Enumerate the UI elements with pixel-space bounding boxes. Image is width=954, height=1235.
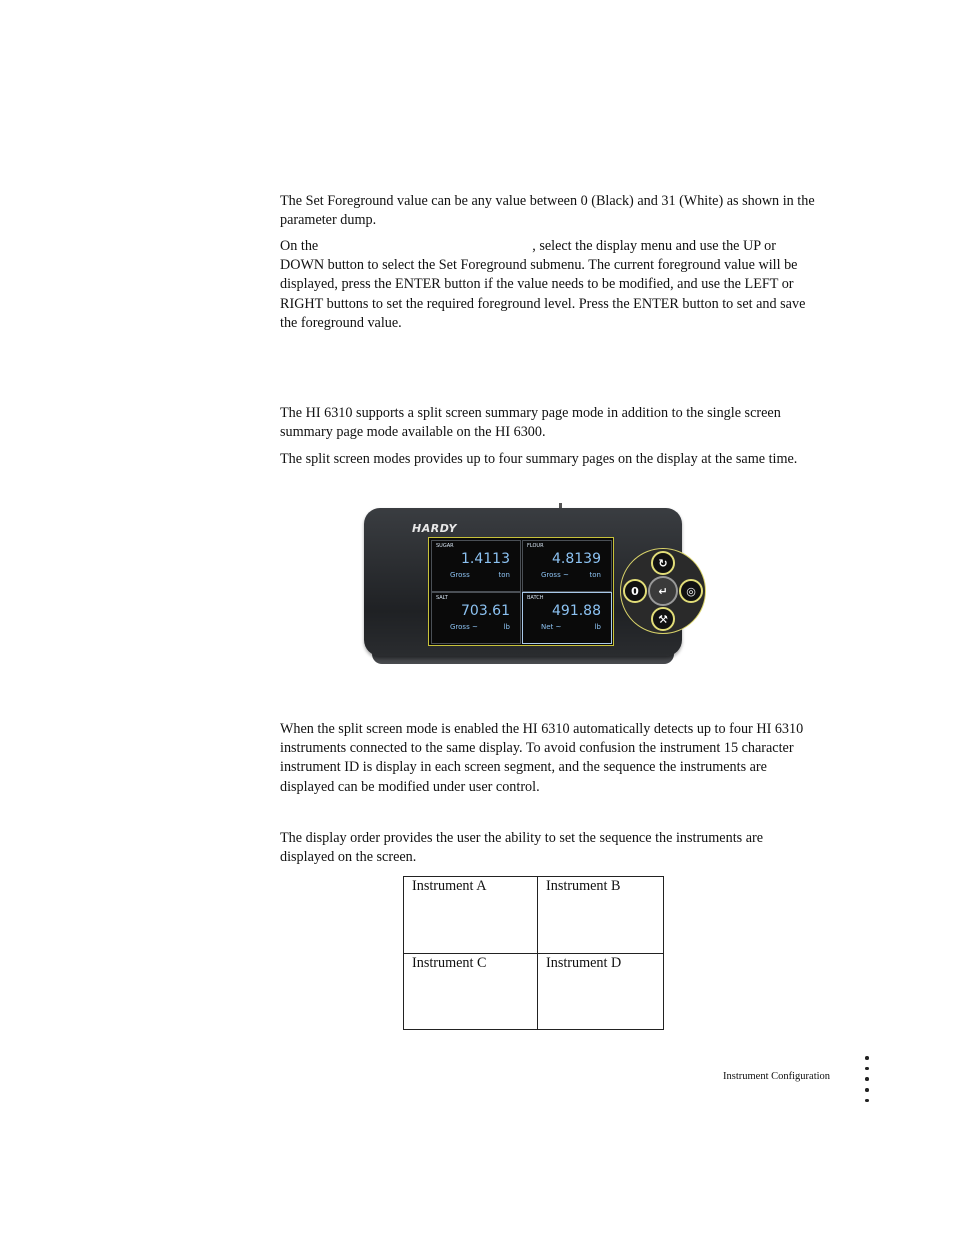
table-cell: Instrument D	[538, 953, 664, 1030]
paragraph-foreground-procedure	[280, 237, 816, 333]
enter-icon: ↵	[648, 576, 678, 606]
display-order-table	[403, 876, 664, 1030]
footer-section-title: Instrument Configuration	[723, 1071, 831, 1082]
table-cell: Instrument C	[404, 953, 538, 1030]
paragraph-foreground-procedure-start: On the	[280, 238, 319, 254]
device-photo	[342, 500, 700, 676]
split-screen-display	[428, 537, 614, 646]
footer-dots	[865, 1056, 871, 1109]
paragraph-foreground-procedure-rest: , select the display menu and use the UP or DOWN button to select the Set Foreground submenu. The current foreground value will be displayed, press the ENTER button if the value needs to be modified, and use the LEFT or RIGHT buttons to set the required foreground level. Press the ENTER button to set and save the foreground value.	[280, 238, 806, 331]
screen-segment-3: SALT 703.61 Gross ~ lb	[431, 592, 521, 644]
table-cell: Instrument B	[538, 877, 664, 954]
paragraph-split-screen-pages: The split screen modes provides up to four summary pages on the display at the same time.	[280, 451, 798, 467]
paragraph-foreground-range: The Set Foreground value can be any value between 0 (Black) and 31 (White) as shown in the parameter dump.	[280, 193, 815, 229]
hi6310-device	[364, 508, 696, 656]
navigation-pad	[620, 548, 706, 634]
screen-segment-2: FLOUR 4.8139 Gross ~ ton	[522, 540, 612, 592]
table-cell: Instrument A	[404, 877, 538, 954]
paragraph-split-screen-detect: When the split screen mode is enabled the HI 6310 automatically detects up to four HI 6310 instruments connected to the same display. To avoid confusion the instrument 15 character instrument ID is display in each screen segment, and the sequence the instruments are displayed can be modified under user control.	[280, 721, 804, 795]
paragraph-display-order: The display order provides the user the ability to set the sequence the instruments are displayed on the screen.	[280, 830, 764, 866]
wrench-icon: ⚒	[651, 607, 675, 631]
tare-icon: ◎	[679, 579, 703, 603]
table-row	[404, 877, 664, 954]
screen-segment-4: BATCH 491.88 Net ~ lb	[522, 592, 612, 644]
screen-segment-1: SUGAR 1.4113 Gross ton	[431, 540, 521, 592]
paragraph-split-screen-intro: The HI 6310 supports a split screen summary page mode in addition to the single screen summary page mode available on the HI 6300.	[280, 405, 781, 441]
table-row	[404, 953, 664, 1030]
zero-button: 0	[623, 579, 647, 603]
hardy-logo: HARDY	[412, 522, 457, 535]
up-refresh-icon: ↻	[651, 551, 675, 575]
